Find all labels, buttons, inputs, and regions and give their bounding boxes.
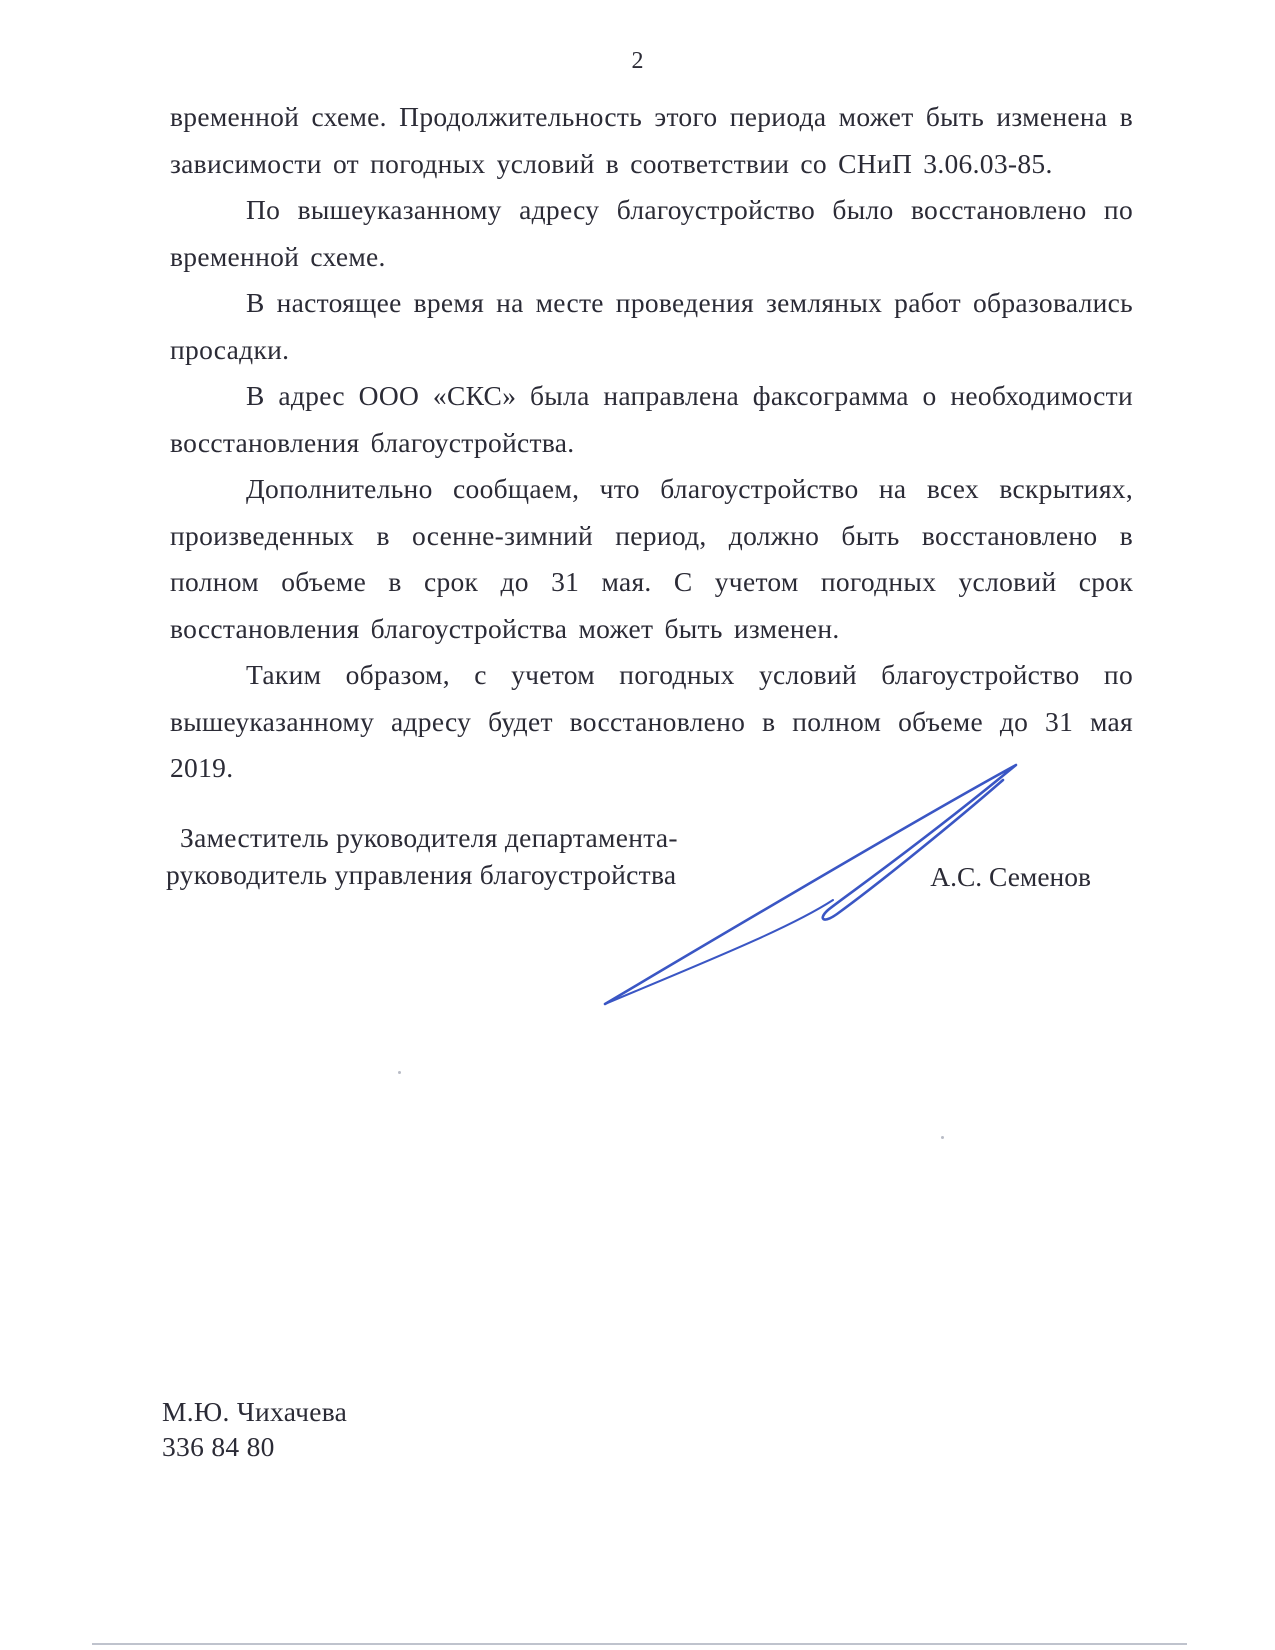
paragraph: По вышеуказанному адресу благоустройство было восстановлено по временной схеме. [170,194,1133,272]
paragraph: Дополнительно сообщаем, что благоустройство на всех вскрытиях, произведенных в осенне-зимний период, должно быть восстановлено в полном объеме в срок до 31 мая. С учетом погодных условий срок восстановления благоустройства может быть изменен. [170,473,1133,644]
paragraph: временной схеме. Продолжительность этого периода может быть изменена в зависимости от погодных условий в соответствии со СНиП 3.06.03-85. [170,101,1133,179]
scan-artifact-line [92,1643,1187,1645]
signatory-title-line1: Заместитель руководителя департамента- [180,822,678,853]
handwritten-signature-path-2 [605,900,833,1004]
signature-block [166,820,1133,893]
page-number: 2 [631,48,644,74]
contact-name: М.Ю. Чихачева [162,1396,348,1427]
paragraph: Таким образом, с учетом погодных условий благоустройство по вышеуказанному адресу будет восстановлено в полном объеме до 31 мая 2019. [170,659,1133,783]
paragraph: В адрес ООО «СКС» была направлена факсограмма о необходимости восстановления благоустройства. [170,380,1133,458]
footer-contact [162,1394,347,1464]
signatory-title-line2: руководитель управления благоустройства [166,858,677,890]
document-body [170,94,1133,792]
signatory-title [166,820,678,893]
contact-phone: 336 84 80 [162,1431,275,1462]
paragraph: В настоящее время на месте проведения земляных работ образовались просадки. [170,287,1133,365]
scan-speck [941,1136,944,1139]
signatory-name: А.С. Семенов [930,861,1091,892]
scan-speck [398,1071,401,1074]
